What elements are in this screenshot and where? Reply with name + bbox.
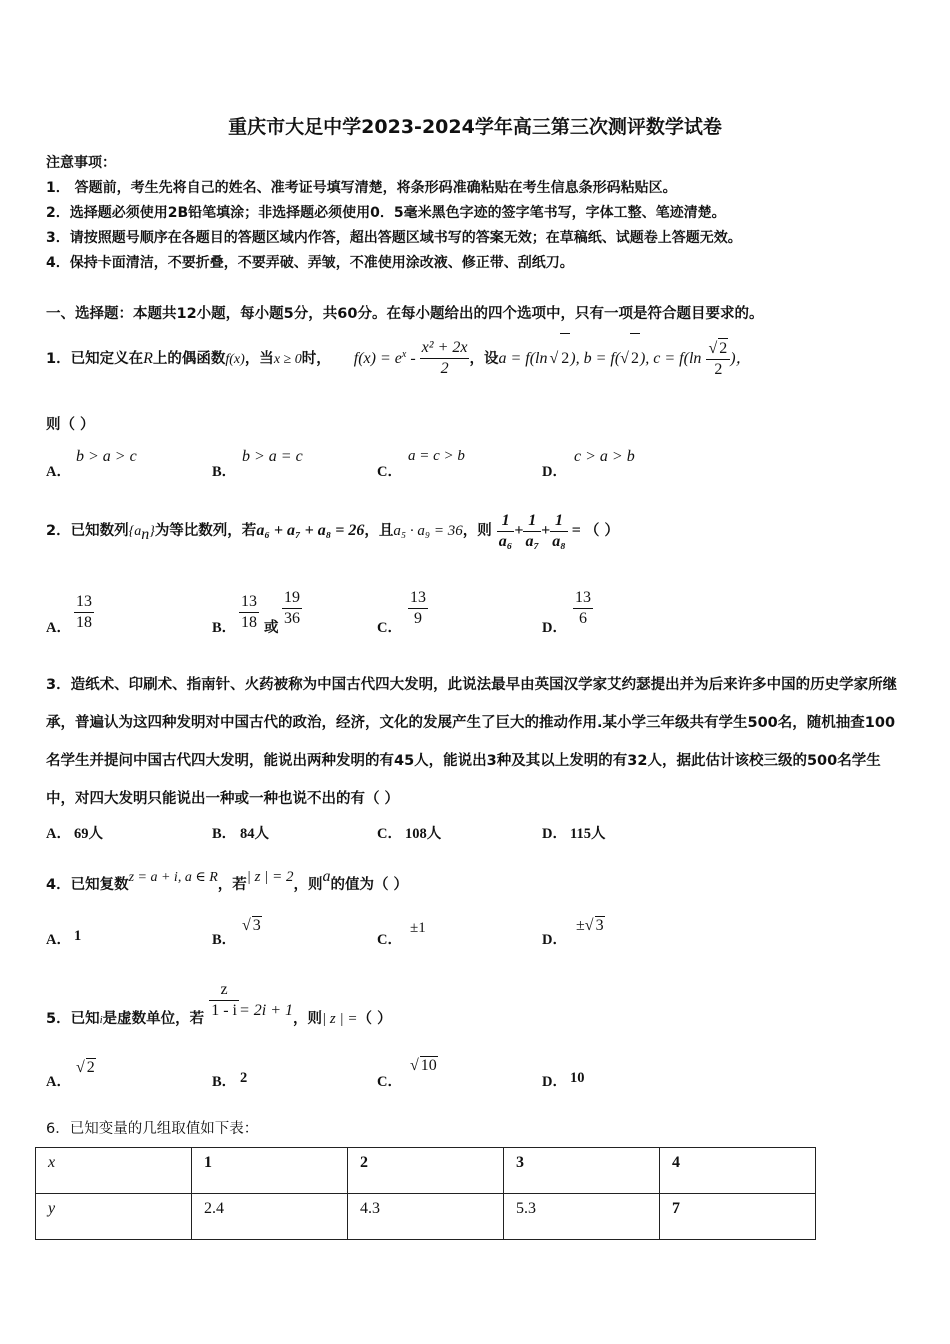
question-1 [46, 330, 752, 380]
question-2 [46, 506, 619, 556]
q4-text-3: ，则 [293, 877, 323, 893]
q4-option-d-radicand: 3 [595, 917, 604, 934]
q1-c-den: 2 [714, 360, 723, 378]
question-3: 3．造纸术、印刷术、指南针、火药被称为中国古代四大发明，此说法最早由英国汉学家艾约瑟提出并为后来许多中国的历史学家所继承，普遍认为这四种发明对中国古代的政治，经济，文化的发展产生了巨大的推动作用.某小学三年级共有学生500名，随机抽查100名学生并提问中国古代四大发明，能说出两种发明的有45人，能说出3种及其以上发明的有32人，据此估计该校三级的500名学生中，对四大发明只能说出一种或一种也说不出的有（ ） [46, 677, 898, 807]
section-heading: 一、选择题：本题共12小题，每小题5分，共60分。在每小题给出的四个选项中，只有一项是符合题目要求的。 [46, 306, 764, 322]
q1-text-3: ，当 [244, 350, 274, 367]
q3-option-c: 108人 [405, 826, 442, 842]
q5-mod: | z | = [322, 1011, 358, 1027]
q2-option-c [408, 588, 428, 629]
q2-option-c-label: C． [377, 620, 402, 636]
q2-frac-8-den: a₈ [552, 532, 566, 550]
q1-fdef-minus: - [406, 349, 420, 367]
q1-root-a: 2 [560, 333, 570, 384]
q4-option-b-radicand: 3 [252, 917, 261, 934]
q1-fdef-left: f(x) = e [353, 349, 402, 367]
q2-frac-8-num: 1 [550, 511, 568, 532]
q1-c-fraction [706, 338, 730, 380]
q2-paren: （ ） [584, 523, 619, 539]
q4-option-a-label: A． [46, 932, 71, 948]
q1-option-d-label: D． [542, 464, 567, 480]
table-cell: 4 [660, 1148, 816, 1194]
q1-option-c-label: C． [377, 464, 402, 480]
q5-option-c: √ 10 [410, 1057, 437, 1074]
notice-heading: 注意事项： [46, 155, 116, 171]
q5-option-d: 10 [570, 1070, 585, 1086]
q5-num: z [209, 980, 239, 1001]
q2-frac-7 [523, 511, 541, 552]
notice-item-4: 4．保持卡面清洁，不要折叠，不要弄破、弄皱，不准使用涂改液、修正带、刮纸刀。 [46, 255, 574, 271]
q3-option-b: 84人 [240, 826, 269, 842]
q4-z-def: z = a + i, a ∈ R [128, 870, 218, 885]
page-title: 重庆市大足中学2023-2024学年高三第三次测评数学试卷 [228, 116, 722, 138]
q5-fraction [209, 980, 239, 1021]
q2-option-b-den2: 36 [284, 610, 300, 627]
q3-option-d: 115人 [570, 826, 606, 842]
q4-a: a [322, 868, 331, 885]
table-row-y [36, 1194, 816, 1240]
q1-fx: f(x) [225, 351, 245, 367]
q2-text-3: ，且 [364, 523, 394, 539]
q1-c-num-radicand: 2 [719, 339, 728, 357]
q2-option-a-label: A． [46, 620, 71, 636]
q1-option-d: c > a > b [574, 448, 635, 465]
q5-den: 1 - i [211, 1002, 237, 1019]
q5-option-a-label: A． [46, 1074, 71, 1090]
q4-options [46, 914, 906, 948]
q4-text-1: 4．已知复数 [46, 877, 129, 893]
q2-option-b-2 [282, 588, 302, 629]
q5-option-b: 2 [240, 1070, 248, 1086]
q1-def-b: ), b = f( [570, 349, 621, 367]
q1-root-symbol-1: √ [549, 349, 559, 367]
q1-option-a-label: A． [46, 464, 71, 480]
q2-option-b-num2: 19 [282, 588, 302, 609]
q2-text-2: 为等比数列，若 [154, 523, 257, 539]
q5-text-2: 是虚数单位，若 [102, 1011, 205, 1027]
q5-option-a: √ 2 [76, 1059, 95, 1076]
q2-frac-8 [550, 511, 568, 552]
table-cell: 4.3 [348, 1194, 504, 1240]
q2-option-d-num: 13 [573, 588, 593, 609]
q2-option-d-label: D． [542, 620, 567, 636]
q1-option-b: b > a = c [242, 448, 303, 465]
notice-item-1: 1． 答题前，考生先将自己的姓名、准考证号填写清楚，将条形码准确粘贴在考生信息条形码粘贴区。 [46, 180, 677, 196]
q2-plus-1: + [514, 522, 524, 539]
table-cell: x [36, 1148, 192, 1194]
q3-option-a-label: A． [46, 826, 71, 842]
q2-seq-sub: n [141, 525, 150, 543]
q4-option-c-label: C． [377, 932, 402, 948]
q2-frac-6-den: a₆ [498, 532, 513, 550]
q1-tail: 则（ ） [46, 417, 95, 433]
q3-option-d-label: D． [542, 826, 567, 842]
q5-options [46, 1058, 906, 1088]
notice-item-2: 2．选择题必须使用2B铅笔填涂；非选择题必须使用0．5毫米黑色字迹的签字笔书写，字体工整、笔迹清楚。 [46, 205, 726, 221]
q4-option-d-label: D． [542, 932, 567, 948]
table-row-x [36, 1148, 816, 1194]
q1-text-2: 上的偶函数 [152, 350, 226, 367]
table-cell: 7 [660, 1194, 816, 1240]
q2-frac-6-num: 1 [497, 511, 515, 532]
q3-option-c-label: C． [377, 826, 402, 842]
q4-option-b-label: B． [212, 932, 237, 948]
q6-table [35, 1147, 816, 1240]
q2-prod-expr: a₅ · a₉ = 36 [393, 523, 463, 539]
q5-text-3: ，则 [293, 1011, 323, 1027]
q5-option-a-radicand: 2 [86, 1059, 95, 1076]
q3-options [46, 822, 906, 846]
q2-option-a-den: 18 [76, 614, 92, 631]
q1-def-c: ), c = f(ln [639, 349, 702, 367]
q3-option-b-label: B． [212, 826, 237, 842]
table-cell: 5.3 [504, 1194, 660, 1240]
q5-option-c-radicand: 10 [420, 1057, 437, 1074]
q2-equals: = [571, 522, 581, 539]
q1-fdef-num: x² + 2x [420, 338, 470, 359]
q2-option-b-label: B． [212, 620, 237, 636]
table-cell: 3 [504, 1148, 660, 1194]
q4-text-2: ，若 [217, 877, 247, 893]
q1-cond: x ≥ 0 [273, 351, 302, 367]
question-6: 6．已知变量的几组取值如下表： [46, 1121, 259, 1137]
q1-root-b: 2 [630, 333, 640, 384]
q5-option-c-label: C． [377, 1074, 402, 1090]
q2-seq: {a [128, 524, 142, 539]
q1-options [46, 448, 906, 478]
q5-i: i [99, 1014, 103, 1026]
q5-text-4: （ ） [357, 1011, 392, 1027]
q5-text-1: 5．已知 [46, 1011, 100, 1027]
q2-text-4: ，则 [462, 523, 492, 539]
q4-mod: | z | = 2 [246, 869, 294, 885]
q2-option-b-den: 18 [241, 614, 257, 631]
q2-plus-2: + [541, 522, 551, 539]
q4-option-c: ±1 [410, 920, 426, 936]
q4-option-d: ±√ 3 [576, 917, 604, 934]
table-cell: y [36, 1194, 192, 1240]
table-cell: 2 [348, 1148, 504, 1194]
table-cell: 1 [192, 1148, 348, 1194]
q1-fdef-sup: x [401, 349, 407, 360]
table-cell: 2.4 [192, 1194, 348, 1240]
question-4 [46, 857, 408, 897]
q1-end: )， [730, 349, 752, 367]
q4-option-b: √ 3 [242, 917, 261, 934]
q3-option-a: 69人 [74, 826, 103, 842]
q1-fdef-fraction [420, 338, 470, 379]
q1-option-b-label: B． [212, 464, 237, 480]
q2-option-a [74, 592, 94, 633]
q5-option-b-label: B． [212, 1074, 237, 1090]
q4-option-a: 1 [74, 928, 82, 944]
q2-text-1: 2．已知数列 [46, 523, 129, 539]
q1-def-a: a = f(ln [498, 349, 548, 367]
q1-c-num: √ 2 [706, 338, 730, 360]
q2-option-a-num: 13 [74, 592, 94, 613]
q2-option-c-num: 13 [408, 588, 428, 609]
q2-frac-6 [497, 511, 515, 552]
question-5 [46, 980, 392, 1030]
q2-seq-end: } [149, 524, 155, 539]
q2-frac-7-den: a₇ [525, 532, 540, 550]
q2-option-d [573, 588, 593, 629]
q2-option-b-or: 或 [264, 620, 279, 636]
q5-option-d-label: D． [542, 1074, 567, 1090]
q1-text-5: ，设 [469, 350, 499, 367]
notice-item-3: 3．请按照题号顺序在各题目的答题区域内作答，超出答题区域书写的答案无效；在草稿纸、试题卷上答题无效。 [46, 230, 742, 246]
q2-option-b-1 [239, 592, 259, 633]
q2-frac-7-num: 1 [523, 511, 541, 532]
q1-R: R [143, 349, 153, 367]
q2-options [46, 589, 906, 642]
q1-option-a: b > a > c [76, 448, 137, 465]
q1-text-1: 1．已知定义在 [46, 350, 144, 367]
q2-option-b-num: 13 [239, 592, 259, 613]
q1-root-symbol-2: √ [620, 349, 629, 367]
q1-option-c: a = c > b [408, 448, 465, 464]
q2-option-d-den: 6 [579, 610, 587, 627]
q5-rhs: = 2i + 1 [239, 1002, 294, 1019]
q2-option-c-den: 9 [414, 610, 422, 627]
q4-text-4: 的值为（ ） [330, 877, 409, 893]
q4-option-d-pm: ± [576, 917, 585, 934]
q1-text-4: 时， [301, 350, 331, 367]
q1-fdef-den: 2 [440, 360, 449, 378]
q2-sum-expr: a₆ + a₇ + a₈ = 26 [256, 522, 365, 539]
